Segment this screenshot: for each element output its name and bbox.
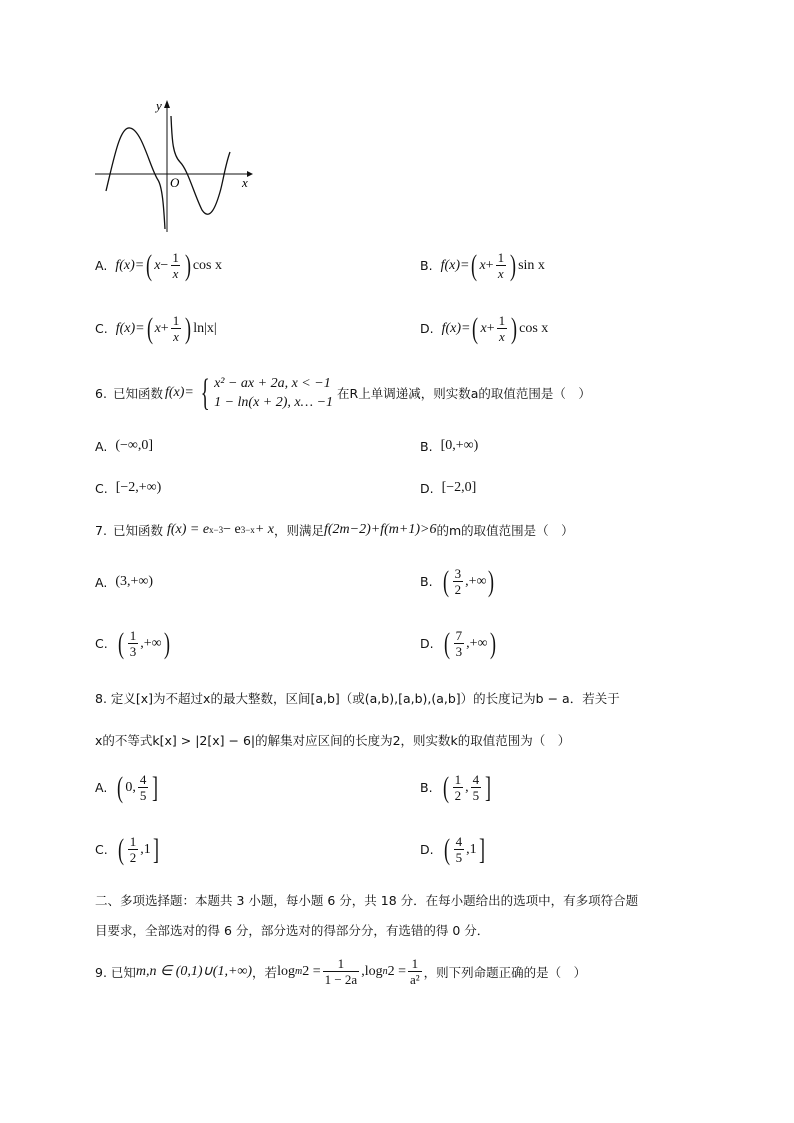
q5-option-b[interactable]: B. f(x)= ( x + $\frac{1}{x}$ ) sin x <box>420 248 545 282</box>
function-graph <box>92 96 257 236</box>
q8-stem-line-1: 8. 定义[x]为不超过x的最大整数，区间[a,b]（或(a,b),[a,b),(a,b]）的长度记为b − a．若关于 <box>95 691 620 706</box>
curve-right <box>171 116 230 214</box>
q7-option-d[interactable]: D. ( $\frac{7}{3}$ ,+∞ ) <box>420 626 496 660</box>
q8-stem-line-2: x的不等式k[x] > |2[x] − 6|的解集对应区间的长度为2，则实数k的取值范围为（ ） <box>95 733 571 748</box>
y-axis-arrow <box>164 100 170 108</box>
q5-option-c[interactable]: C. f(x)= ( x + $\frac{1}{x}$ ) ln|x| <box>95 311 217 345</box>
q6-stem: 6. 已知函数 f(x)= { x² − ax + 2a, x < −1 1 − ln(x + 2), x… −1 在R上单调递减，则实数a的取值范围是（ ） <box>95 372 591 414</box>
q6-option-b[interactable]: B. [0,+∞) <box>420 438 479 454</box>
x-axis-arrow <box>247 171 253 177</box>
q8-option-b[interactable]: B. ( $\frac{1}{2}$ , $\frac{4}{5}$ ] <box>420 770 492 804</box>
curve-left <box>106 128 165 229</box>
origin-label: O <box>170 175 180 190</box>
q7-option-b[interactable]: B. ( $\frac{3}{2}$ ,+∞ ) <box>420 564 495 598</box>
q8-option-d[interactable]: D. ( $\frac{4}{5}$ , 1 ] <box>420 832 485 866</box>
q7-stem: 7. 已知函数 f(x) = e x−3 − e 3−x + x ，则满足 f(2m−2)+f(m+1)>6 的m的取值范围是（ ） <box>95 522 574 538</box>
section-2-heading-line-1: 二、多项选择题：本题共 3 小题，每小题 6 分，共 18 分．在每小题给出的选项中，有多项符合题 <box>95 893 639 908</box>
q8-option-c[interactable]: C. ( $\frac{1}{2}$ , 1 ] <box>95 832 159 866</box>
q9-stem: 9. 已知 m,n ∈ (0,1)∪(1,+∞) ，若 log m 2 = $\frac{1}{1 - 2a}$ ,log n 2 = $\frac{1}{\text{a²}}$ ，则下列命题正确的是（ ） <box>95 956 587 987</box>
q7-option-a[interactable]: A. (3,+∞) <box>95 574 154 590</box>
q6-case-1: x² − ax + 2a, x < −1 <box>214 376 331 391</box>
x-axis-label: x <box>242 175 248 190</box>
q5-option-d[interactable]: D. f(x)= ( x + $\frac{1}{x}$ ) cos x <box>420 311 549 345</box>
q6-option-c[interactable]: C. [−2,+∞) <box>95 480 162 496</box>
y-axis-label: y <box>156 98 162 113</box>
q5-option-a[interactable]: A. f(x)= ( x − $\frac{1}{x}$ ) cos x <box>95 248 222 282</box>
q6-option-d[interactable]: D. [−2,0] <box>420 480 477 496</box>
q7-option-c[interactable]: C. ( $\frac{1}{3}$ ,+∞ ) <box>95 626 170 660</box>
q8-option-a[interactable]: A. ( 0 , $\frac{4}{5}$ ] <box>95 770 159 804</box>
section-2-heading-line-2: 目要求，全部选对的得 6 分，部分选对的得部分分，有选错的得 0 分． <box>95 923 490 938</box>
q6-option-a[interactable]: A. (−∞,0] <box>95 438 154 454</box>
q6-case-2: 1 − ln(x + 2), x… −1 <box>214 395 334 410</box>
